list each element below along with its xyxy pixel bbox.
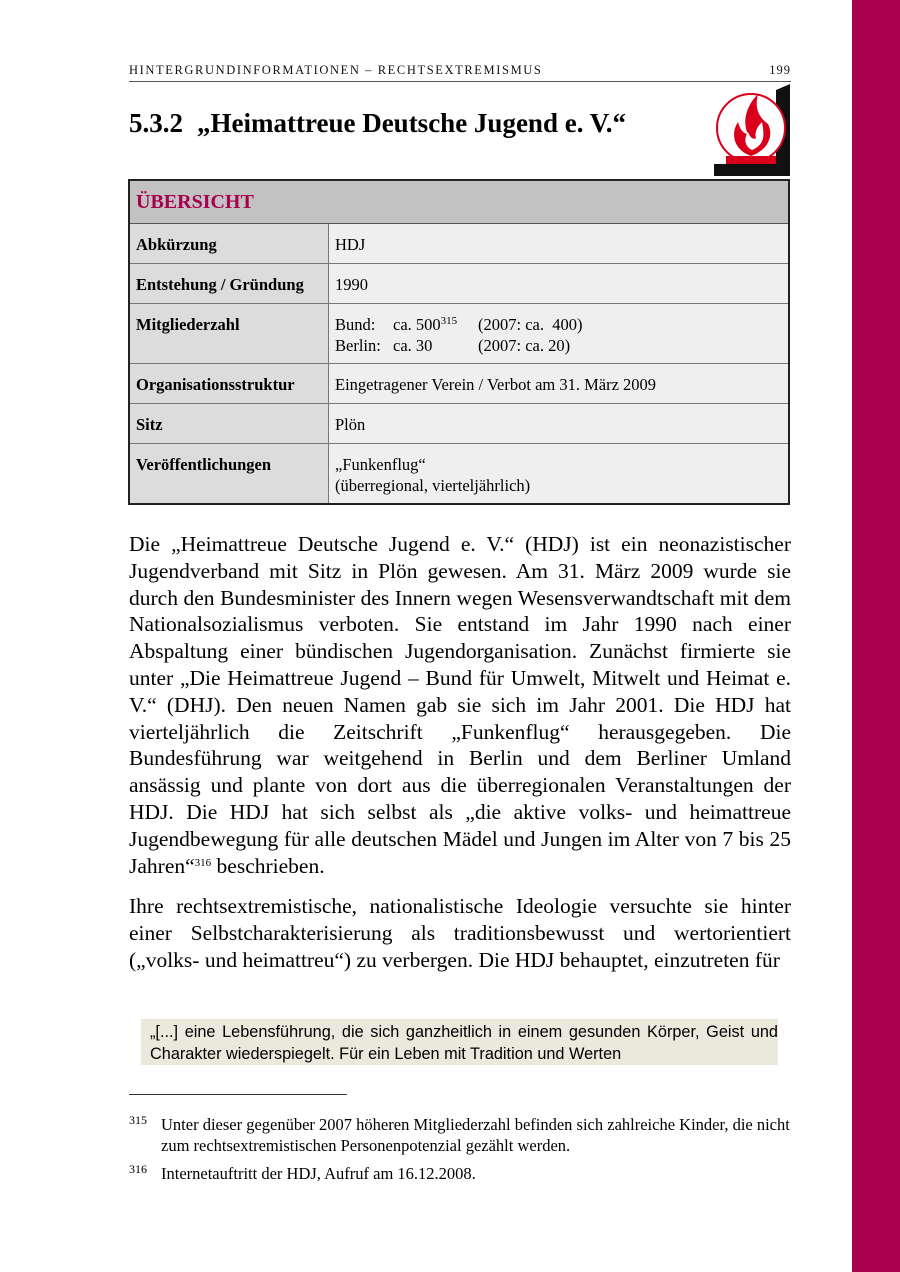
row-value: 1990 [329,264,790,304]
footnote-ref[interactable]: 316 [194,856,212,869]
page-number: 199 [769,63,791,77]
footnote [129,1163,791,1184]
table-row [129,224,789,264]
row-value: Plön [329,404,790,444]
footnote-divider [129,1094,347,1095]
row-value: Eingetragener Verein / Verbot am 31. März 2009 [329,364,790,404]
publication-note: (überregional, vierteljährlich) [335,476,531,495]
member-previous: (2007: ca. 20) [478,336,571,355]
table-row [129,444,789,505]
row-label: Veröffentlichungen [129,444,329,505]
hdj-flame-emblem-icon [712,82,792,176]
row-label: Sitz [129,404,329,444]
section-number: 5.3.2 [129,108,183,138]
paragraph-ideology: Ihre rechtsextremistische, nationalistische Ideologie versuchte sie hinter einer Selbstcharakterisierung als traditionsbewusst und wertorientiert („volks- und heimattreu“) zu verbergen. Die HDJ behauptet, einzutreten für [129,894,791,972]
member-scope: Berlin: [335,336,381,355]
footnote [129,1114,791,1156]
row-value: HDJ [329,224,790,264]
member-line-berlin [335,335,782,356]
row-label: Entstehung / Gründung [129,264,329,304]
section-heading [129,108,626,139]
sidebar-accent-bar [852,0,900,1272]
table-row [129,364,789,404]
table-row [129,264,789,304]
member-scope: Bund: [335,315,376,334]
footnote-number: 316 [129,1162,147,1176]
section-title: „Heimattreue Deutsche Jugend e. V.“ [197,108,626,138]
quote-block: „[...] eine Lebensführung, die sich ganzheitlich in einem gesunden Körper, Geist und Charakter wiederspiegelt. Für ein Leben mit Tradition und Werten [141,1019,778,1065]
member-line-federal [335,314,782,335]
row-label: Abkürzung [129,224,329,264]
overview-title: ÜBERSICHT [129,180,789,224]
table-row [129,404,789,444]
member-count: ca. 30 [393,336,433,355]
row-label: Mitgliederzahl [129,304,329,364]
footnote-text: Unter dieser gegenüber 2007 höheren Mitgliederzahl befinden sich zahlreiche Kinder, die nicht zum rechtsextremistischen Personenpotenzial gezählt werden. [161,1115,790,1155]
row-label: Organisationsstruktur [129,364,329,404]
paragraph-intro: Die „Heimattreue Deutsche Jugend e. V.“ (HDJ) ist ein neonazistischer Jugendverband mit Sitz in Plön gewesen. Am 31. März 2009 wurde sie durch den Bundesminister des Innern wegen Wesensverwandtschaft mit dem Nationalsozialismus verboten. Sie entstand im Jahr 1990 nach einer Abspaltung einer bündischen Jugendorganisation. Zunächst firmierte sie unter „Die Heimattreue Jugend – Bund für Umwelt, Mitwelt und Heimat e. V.“ (DHJ). Den neuen Namen gab sie sich im Jahr 2001. Die HDJ hat vierteljährlich die Zeitschrift „Funkenflug“ herausgegeben. Die Bundesführung war weitgehend in Berlin und dem Berliner Umland ansässig und plante von dort aus die überregionalen Veranstaltungen der HDJ. Die HDJ hat sich selbst als „die aktive volks- und heimattreue Jugendbewegung für alle deutschen Mädel und Jungen im Alter von 7 bis 25 Jahren“$^{316}$ beschrieben. [129,532,791,878]
footnote-ref[interactable]: 315 [440,315,458,327]
footnote-text: Internetauftritt der HDJ, Aufruf am 16.12.2008. [161,1164,476,1183]
overview-table [128,179,790,505]
row-value [329,304,790,364]
running-header [129,63,791,82]
table-row [129,304,789,364]
member-previous: (2007: ca. 400) [478,315,583,334]
row-value [329,444,790,505]
footnote-number: 315 [129,1113,147,1127]
member-count: ca. $500^{315}$ [393,315,458,334]
publication-title: „Funkenflug“ [335,455,426,474]
running-title: HINTERGRUNDINFORMATIONEN – RECHTSEXTREMISMUS [129,63,543,77]
